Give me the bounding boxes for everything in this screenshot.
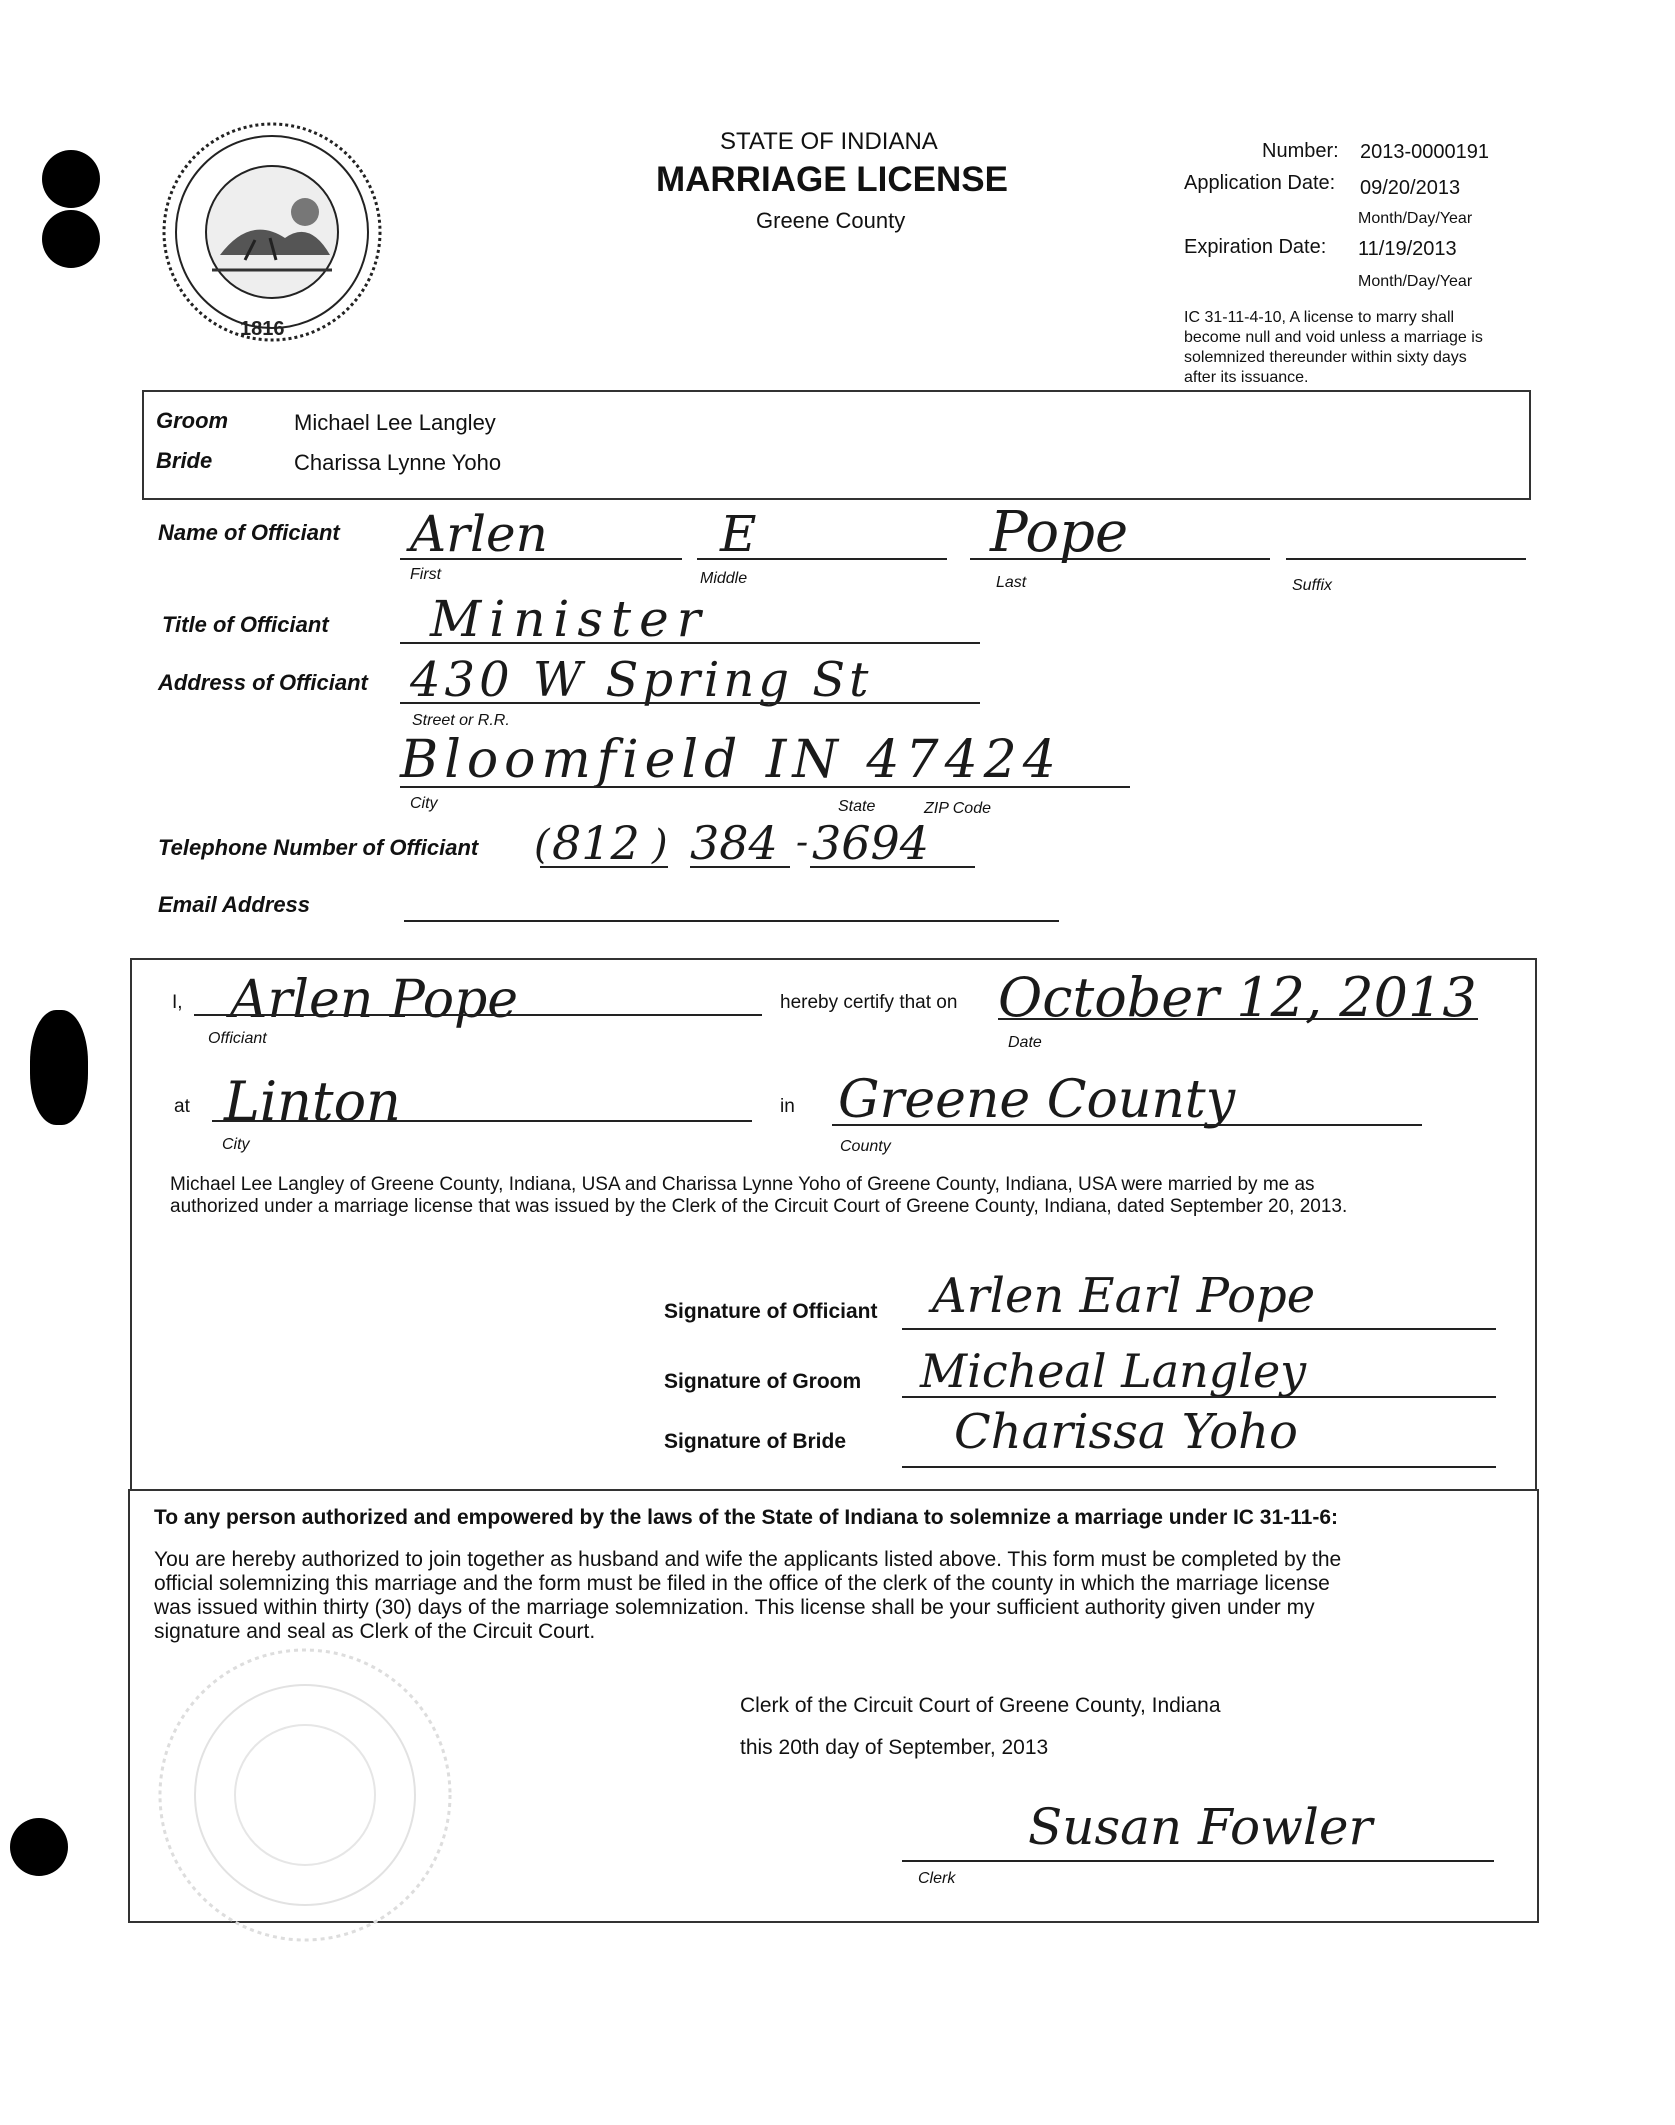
authorization-heading: To any person authorized and empowered by the laws of the State of Indiana to solemnize a marriage under IC 31-11-6: <box>154 1506 1339 1529</box>
certifier-line <box>194 1014 762 1016</box>
marriage-city: Linton <box>224 1070 401 1133</box>
bride-label: Bride <box>156 448 213 473</box>
officiant-title: Minister <box>430 590 709 648</box>
court-seal-emboss <box>150 1640 460 1950</box>
groom-label: Groom <box>156 408 229 433</box>
sig-officiant: Arlen Earl Pope <box>932 1268 1316 1324</box>
phone-prefix-line <box>690 866 790 868</box>
sig-officiant-line <box>902 1328 1496 1330</box>
city-line <box>400 786 1130 788</box>
bride-name: Charissa Lynne Yoho <box>294 450 502 475</box>
statement-line-2: authorized under a marriage license that was issued by the Clerk of the Circuit Court of Greene County, Indiana, dated September 20, 2013. <box>170 1196 1348 1217</box>
expiration-date-label: Expiration Date: <box>1184 236 1327 258</box>
date-caption: Date <box>1008 1034 1042 1051</box>
expiration-date: 11/19/2013 <box>1358 238 1457 260</box>
officiant-middle: E <box>720 505 757 563</box>
certificate-box <box>130 958 1537 1491</box>
officiant-title-label: Title of Officiant <box>162 612 329 637</box>
last-caption: Last <box>996 574 1027 591</box>
suffix-caption: Suffix <box>1292 577 1333 594</box>
issued-day: this 20th day of September, 2013 <box>740 1736 1049 1759</box>
zip-caption: ZIP Code <box>924 800 991 817</box>
phone-line-line <box>810 866 975 868</box>
sig-groom-line <box>902 1396 1496 1398</box>
street-line <box>400 702 980 704</box>
sig-bride: Charissa Yoho <box>954 1404 1298 1460</box>
authorization-line-1: You are hereby authorized to join together as husband and wife the applicants listed above. This form must be completed by the <box>154 1548 1342 1571</box>
marriage-date: October 12, 2013 <box>998 966 1477 1029</box>
page-title: MARRIAGE LICENSE <box>656 160 1008 199</box>
state-caption: State <box>838 798 876 815</box>
header-county: Greene County <box>756 208 906 233</box>
email-line <box>404 920 1059 922</box>
clerk-line <box>902 1860 1494 1862</box>
phone-area-line <box>540 866 668 868</box>
officiant-street: 430 W Spring St <box>410 652 873 708</box>
sig-bride-label: Signature of Bride <box>664 1430 847 1453</box>
officiant-phone-label: Telephone Number of Officiant <box>158 835 479 860</box>
authorization-line-2: official solemnizing this marriage and the form must be filed in the office of the clerk of the county in which the marriage license <box>154 1572 1330 1595</box>
paren-open: ( <box>534 822 550 868</box>
email-label: Email Address <box>158 892 311 917</box>
state-seal <box>160 120 385 345</box>
authorization-line-3: was issued within thirty (30) days of the marriage solemnization. This license shall be your sufficient authority given under my <box>154 1596 1315 1619</box>
in-label: in <box>780 1096 795 1117</box>
sig-officiant-label: Signature of Officiant <box>664 1300 878 1323</box>
officiant-name-label: Name of Officiant <box>158 520 340 545</box>
street-caption: Street or R.R. <box>412 712 510 729</box>
certifier-name: Arlen Pope <box>230 970 519 1030</box>
city-caption: City <box>410 795 438 812</box>
number-label: Number: <box>1262 140 1339 162</box>
at-label: at <box>174 1096 190 1117</box>
city-line <box>212 1120 752 1122</box>
date-format: Month/Day/Year <box>1358 210 1473 227</box>
paren-close: ) <box>652 822 668 868</box>
application-date-label: Application Date: <box>1184 172 1336 194</box>
authorization-line-4: signature and seal as Clerk of the Circuit Court. <box>154 1620 596 1643</box>
city-caption: City <box>222 1136 250 1153</box>
suffix-line <box>1286 558 1526 560</box>
groom-name: Michael Lee Langley <box>294 410 496 435</box>
officiant-city-state-zip: Bloomfield IN 47424 <box>400 730 1062 790</box>
county-caption: County <box>840 1138 891 1155</box>
clerk-court: Clerk of the Circuit Court of Greene County, Indiana <box>740 1694 1221 1717</box>
license-notice: IC 31-11-4-10, A license to marry shall become null and void unless a marriage is solemnized thereunder within sixty days after its issuance. <box>1184 309 1483 386</box>
phone-line: 3694 <box>812 816 930 870</box>
seal-year: 1816 <box>240 318 285 340</box>
first-caption: First <box>410 566 442 583</box>
phone-prefix: 384 <box>690 816 778 870</box>
couple-box <box>142 390 1531 500</box>
punch-hole <box>42 210 100 268</box>
date-line <box>998 1018 1478 1020</box>
clerk-caption: Clerk <box>918 1870 956 1887</box>
header-state: STATE OF INDIANA <box>720 128 938 155</box>
officiant-last: Pope <box>990 500 1129 565</box>
officiant-caption: Officiant <box>208 1030 267 1047</box>
punch-hole <box>42 150 100 208</box>
phone-dash: - <box>796 822 809 863</box>
statement-line-1: Michael Lee Langley of Greene County, Indiana, USA and Charissa Lynne Yoho of Greene County, Indiana, USA were married by me as <box>170 1174 1315 1195</box>
punch-hole <box>10 1818 68 1876</box>
phone-area: 812 <box>552 816 640 870</box>
license-number: 2013-0000191 <box>1360 141 1490 163</box>
date-format: Month/Day/Year <box>1358 273 1473 290</box>
marriage-county: Greene County <box>838 1070 1236 1130</box>
officiant-address-label: Address of Officiant <box>158 670 368 695</box>
clerk-signature: Susan Fowler <box>1028 1798 1373 1856</box>
middle-line <box>697 558 947 560</box>
county-line <box>832 1124 1422 1126</box>
officiant-first: Arlen <box>410 505 548 563</box>
title-line <box>400 642 980 644</box>
sig-bride-line <box>902 1466 1496 1468</box>
application-date: 09/20/2013 <box>1360 177 1461 199</box>
punch-hole <box>30 1010 88 1125</box>
last-line <box>970 558 1270 560</box>
i-label: I, <box>172 992 183 1013</box>
middle-caption: Middle <box>700 570 748 587</box>
certify-text: hereby certify that on <box>780 992 958 1013</box>
sig-groom: Micheal Langley <box>920 1344 1307 1398</box>
first-line <box>400 558 682 560</box>
sig-groom-label: Signature of Groom <box>664 1370 862 1393</box>
